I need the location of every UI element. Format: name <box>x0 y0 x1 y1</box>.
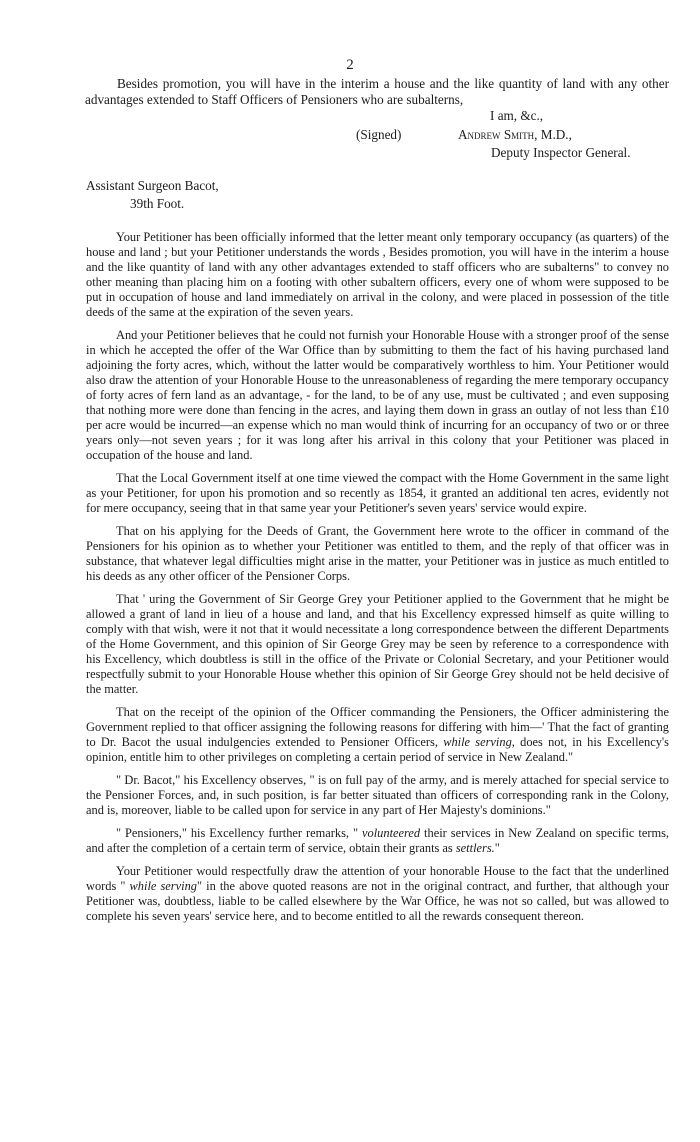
paragraph-pensioners-remarks <box>86 826 669 856</box>
signer-name: Andrew Smith, M.D., <box>458 127 572 142</box>
letter-closing: I am, &c., <box>490 108 544 123</box>
paragraph-text: does not, in his Excellency's opinion, entitle him to other privileges on completing a certain period of service in New Zealand." <box>86 735 669 764</box>
addressee-name: Assistant Surgeon Bacot, <box>86 178 219 193</box>
paragraph-officer-administering <box>86 705 669 765</box>
paragraph-text: " <box>494 841 500 855</box>
petition-body <box>86 230 669 932</box>
paragraph-text: their services in New Zealand on specific terms, and after the completion of a certain term of service, obtain their grants as <box>86 826 670 855</box>
paragraph-sir-george-grey: That ' uring the Government of Sir George Grey your Petitioner applied to the Government that he might be allowed a grant of land in lieu of a house and land, and that his Excellency expressed himself as quite willing to comply with that wish, were it not that it would necessitate a long correspondence between the different Departments of the Home Government, and this opinion of Sir George Grey may be seen by reference to a correspondence with his Excellency, which doubtless is still in the office of the Private or Colonial Secretary, and your Petitioner would respectfully submit to your Honorable House whether this opinion of Sir George Grey should not be held decisive of the matter. <box>86 592 669 696</box>
paragraph-text: That on the receipt of the opinion of the Officer commanding the Pensioners, the Officer administering the Government replied to that officer assigning the following reasons for differing with him—' That the fact of granting to Dr. Bacot the usual indulgencies extended to Pensioner Officers, <box>86 705 669 749</box>
paragraph-underlined-words <box>86 864 669 924</box>
signer-title: Deputy Inspector General. <box>491 145 631 160</box>
signed-label: (Signed) <box>356 127 402 142</box>
emphasis-text: while serving, <box>443 735 515 749</box>
paragraph-local-government: That the Local Government itself at one time viewed the compact with the Home Government in the same light as your Petitioner, for upon his promotion and so recently as 1854, it granted an additional ten acres, evidently not for mere occupancy, seeing that in that same year your Petitioner's seven years' service would expire. <box>86 471 669 515</box>
emphasis-text: while serving <box>129 879 197 893</box>
paragraph-text: Your Petitioner would respectfully draw the attention of your honorable House to the fact that the underlined words " <box>86 864 669 893</box>
paragraph-text: " Pensioners," his Excellency further remarks, " <box>116 826 363 840</box>
addressee-unit: 39th Foot. <box>130 196 185 211</box>
emphasis-text: settlers. <box>455 841 495 855</box>
letter-body: Besides promotion, you will have in the interim a house and the like quantity of land with any other advantages extended to Staff Officers of Pensioners who are subalterns, <box>85 76 669 107</box>
paragraph-deeds-of-grant: That on his applying for the Deeds of Grant, the Government here wrote to the officer in command of the Pensioners for his opinion as to whether your Petitioner was entitled to them, and the reply of that officer was in substance, that whatever legal difficulties might arise in the matter, your Petitioner was in justice as much entitled to his deeds as any other officer of the Pensioner Corps. <box>86 524 669 583</box>
emphasis-text: volunteered <box>362 826 421 840</box>
paragraph-proof-of-sense: And your Petitioner believes that he could not furnish your Honorable House with a stronger proof of the sense in which he accepted the offer of the War Office than by submitting to them the fact of his having purchased land adjoining the forty acres, which, without the latter would be comparatively worthless to him. Your Petitioner would also draw the attention of your Honorable House to the unreasonableness of regarding the mere temporary occupancy of forty acres of fern land as an advantage, - for the land, to be of any use, must be cultivated ; and even supposing that nothing more were done than fencing in the acres, and laying them down in grass an outlay of not less than £10 per acre would be incurred—an expense which no man would think of incurring for an occupancy of two or or three years only—not seven years ; for it was long after his arrival in this colony that your Petitioner was placed in occupation of the house and land. <box>86 328 669 462</box>
paragraph-excellency-observes: " Dr. Bacot," his Excellency observes, " is on full pay of the army, and is merely attached for special service to the Pensioner Forces, and, in such position, is far better situated than officers of corresponding rank in the Colony, and is, moreover, liable to be called upon for service in any part of Her Majesty's dominions." <box>86 773 669 817</box>
paragraph-text: " in the above quoted reasons are not in the original contract, and further, that although your Petitioner was, doubtless, liable to be called elsewhere by the War Office, he was not so called, but was allowed to complete his seven years' service here, and to become entitled to all the rewards consequent thereon. <box>86 879 669 923</box>
page-number: 2 <box>346 57 354 73</box>
paragraph-official-notice: Your Petitioner has been officially informed that the letter meant only temporary occupancy (as quarters) of the house and land ; but your Petitioner understands the words , Besides promotion, you will have in the interim a house and the like quantity of land with any other advantages extended to staff officers who are subalterns" to convey no other meaning than placing him on a footing with other subaltern officers, every one of whom were supposed to be put in occupation of house and land immediately on arrival in the colony, and were placed in possession of the title deeds of the same at the expiration of the seven years. <box>86 230 669 319</box>
